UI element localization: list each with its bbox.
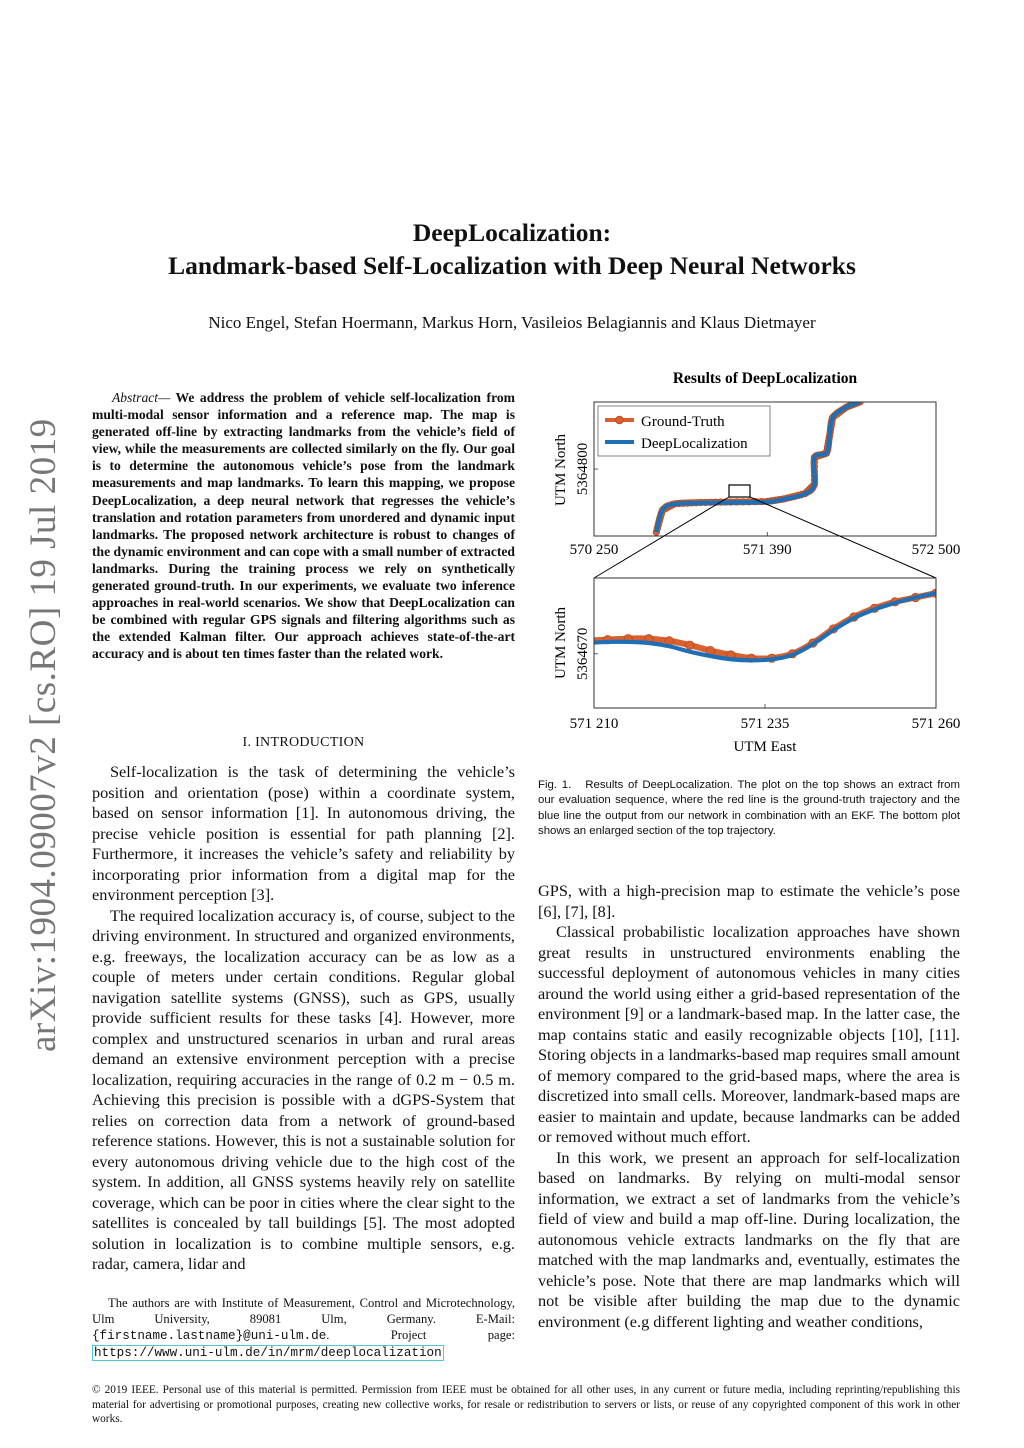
- paragraph: GPS, with a high-precision map to estimate the vehicle’s pose [6], [7], [8].: [538, 881, 960, 921]
- bottom-xtick-label: 571 235: [740, 716, 790, 732]
- right-column-text: [538, 881, 960, 1332]
- top-xtick-label: 570 250: [569, 542, 619, 558]
- abstract: [92, 389, 515, 663]
- bottom-ylabel: UTM North: [553, 606, 569, 680]
- legend-ground-truth-label: Ground-Truth: [641, 414, 725, 430]
- arxiv-stamp: arXiv:1904.09007v2 [cs.RO] 19 Jul 2019: [23, 418, 64, 1052]
- top-xtick-label: 571 390: [742, 542, 792, 558]
- figure-caption: [538, 778, 960, 839]
- intro-paragraph: Self-localization is the task of determining the vehicle’s position and orientation (pose) within a coordinate system, based on sensor information [1]. In autonomous driving, the precise vehicle position is essential for path planning [2]. Furthermore, it increases the vehicle’s safety and reliability by incorporating prior information from a digital map for the environment perception [3].: [92, 762, 515, 904]
- author-list: Nico Engel, Stefan Hoermann, Markus Horn, Vasileios Belagiannis and Klaus Dietmayer: [208, 313, 816, 332]
- project-page-link[interactable]: https://www.uni-ulm.de/in/mrm/deeplocalization: [94, 1346, 442, 1360]
- footnote-email: {firstname.lastname}@uni-ulm.de: [92, 1329, 327, 1343]
- ground-truth-marker: [686, 641, 694, 649]
- footnote: [92, 1295, 515, 1361]
- bottom-ytick-label: 5364670: [575, 627, 591, 681]
- bottom-xtick-label: 571 210: [569, 716, 619, 732]
- chart-title: Results of DeepLocalization: [672, 370, 858, 387]
- top-xtick-label: 572 500: [911, 542, 960, 558]
- ground-truth-line: [587, 593, 936, 658]
- legend-ground-truth-marker: [616, 416, 624, 424]
- paragraph: In this work, we present an approach for self-localization based on landmarks. By relying on multi-modal sensor information, we extract a set of landmarks from the vehicle’s field of view and build a map off-line. During localization, the autonomous vehicle extracts landmarks on the fly that are matched with the map landmarks and, eventually, estimates the vehicle’s pose. Note that there are map landmarks which will not be visible after building the map due to the dynamic environment (e.g different lighting and weather conditions,: [538, 1147, 960, 1331]
- figure-1: [538, 360, 960, 765]
- caption-text: Results of DeepLocalization. The plot on the top shows an extract from our evaluation sequence, where the red line is the ground-truth trajectory and the blue line the output from our network in combination with an EKF. The bottom plot shows an enlarged section of the top trajectory.: [538, 779, 960, 837]
- title-line-2: Landmark-based Self-Localization with Deep Neural Networks: [168, 251, 856, 280]
- top-ylabel: UTM North: [553, 433, 569, 507]
- caption-label: Fig. 1.: [538, 779, 572, 791]
- legend-deeplocalization-label: DeepLocalization: [641, 436, 748, 452]
- intro-paragraph: The required localization accuracy is, of course, subject to the driving environment. In structured and organized environments, e.g. freeways, the localization accuracy can be as low as a couple of meters under certain conditions. Regular global navigation satellite systems (GNSS), such as GPS, usually provide sufficient results for these tasks [4]. However, more complex and unstructured scenarios in urban and rural areas demand an extensive environment perception with a precise localization, requiring accuracies in the range of 0.2 m − 0.5 m. Achieving this precision is possible with a dGPS-System that relies on correction data from a network of ground-based reference stations. However, this is not a sustainable solution for every autonomous driving vehicle due to the high cost of the system. In addition, all GNSS systems heavily rely on satellite coverage, which can be poor in cities where the clear sight to the satellites is concealed by tall buildings [5]. The most adopted solution in localization is to combine multiple sensors, e.g. radar, camera, lidar and: [92, 905, 515, 1273]
- abstract-text: We address the problem of vehicle self-localization from multi-modal sensor information and a reference map. The map is generated off-line by extracting landmarks from the vehicle’s field of view, while the measurements are collected similarly on the fly. Our goal is to determine the autonomous vehicle’s pose from the landmark measurements and map landmarks. To learn this mapping, we propose DeepLocalization, a deep neural network that regresses the vehicle’s translation and rotation parameters from unordered and dynamic input landmarks. The proposed network architecture is robust to changes of the dynamic environment and can cope with a small number of extracted landmarks. During the training process we rely on synthetically generated ground-truth. In our experiments, we evaluate two inference approaches in real-world scenarios. We show that DeepLocalization can be combined with regular GPS signals and filtering algorithms such as the extended Kalman filter. Our approach achieves state-of-the-art accuracy and is about ten times faster than the related work.: [92, 390, 515, 662]
- zoom-connector-right: [750, 497, 936, 578]
- introduction-text: [92, 762, 515, 1275]
- footnote-text: The authors are with Institute of Measurement, Control and Microtechnology, Ulm University, 89081 Ulm, Germany. E-Mail:: [92, 1296, 515, 1326]
- abstract-label: Abstract—: [112, 390, 171, 405]
- footnote-project: . Project page:: [326, 1328, 515, 1342]
- top-ytick-label: 5364800: [575, 442, 591, 496]
- title-line-1: DeepLocalization:: [412, 218, 612, 247]
- bot-plot-area: [583, 589, 940, 662]
- bottom-xlabel: UTM East: [733, 739, 797, 755]
- zoom-region-box: [729, 485, 750, 497]
- section-heading: I. INTRODUCTION: [242, 735, 365, 750]
- paper-title: [0, 216, 1024, 282]
- copyright-notice: © 2019 IEEE. Personal use of this material is permitted. Permission from IEEE must be obtained for all other uses, in any current or future media, including reprinting/republishing this material for advertising or promotional purposes, creating new collective works, for resale or redistribution to servers or lists, or reuse of any copyrighted component of this work in other works.: [92, 1384, 960, 1426]
- figure-svg: [538, 360, 960, 760]
- bottom-xtick-label: 571 260: [911, 716, 960, 732]
- paragraph: Classical probabilistic localization approaches have shown great results in unstructured environments enabling the successful deployment of autonomous vehicles in many cities around the world using either a grid-based representation of the environment [9] or a landmark-based map. In the latter case, the map contains static and easily recognizable objects [10], [11]. Storing objects in a landmarks-based map requires small amount of memory compared to the grid-based maps, where the area is discretized into small cells. Moreover, landmark-based maps are easier to maintain and update, because landmarks can be added or removed without much effort.: [538, 922, 960, 1146]
